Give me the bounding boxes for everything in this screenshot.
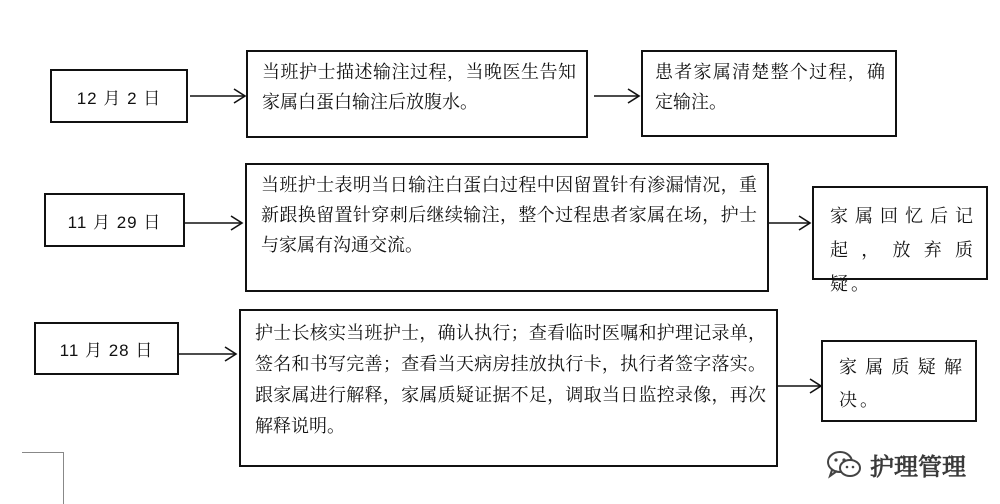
page-corner-mark xyxy=(22,452,64,504)
result-text: 患者家属清楚整个过程，确定输注。 xyxy=(655,62,885,113)
date-label: 11 月 28 日 xyxy=(59,341,154,360)
arrow-icon xyxy=(594,86,642,106)
wechat-icon xyxy=(826,450,862,480)
detail-text: 护士长核实当班护士，确认执行；查看临时医嘱和护理记录单，签名和书写完善；查看当天病房挂放执行卡，执行者签字落实。跟家属进行解释，家属质疑证据不足，调取当日监控录像，再次解释说明。 xyxy=(255,323,766,437)
date-box-row-3 xyxy=(34,322,179,375)
detail-box-row-2 xyxy=(245,163,769,292)
detail-text: 当班护士描述输注过程，当晚医生告知家属白蛋白输注后放腹水。 xyxy=(262,62,576,113)
detail-box-row-3 xyxy=(239,309,778,467)
arrow-icon xyxy=(179,344,239,364)
detail-box-row-1 xyxy=(246,50,588,138)
arrow-icon xyxy=(769,213,813,233)
watermark xyxy=(826,447,966,482)
result-box-row-2 xyxy=(812,186,988,295)
date-label: 12 月 2 日 xyxy=(76,88,162,108)
date-box-row-2 xyxy=(44,193,185,247)
detail-text: 当班护士表明当日输注白蛋白过程中因留置针有渗漏情况，重新跟换留置针穿刺后继续输注，整个过程患者家属在场，护士与家属有沟通交流。 xyxy=(261,175,757,256)
result-text: 家属回忆后记起，放弃质疑。 xyxy=(830,206,976,295)
arrow-icon xyxy=(185,213,245,233)
watermark-text: 护理管理 xyxy=(870,453,966,481)
arrow-icon xyxy=(778,376,824,396)
result-text: 家属质疑解决。 xyxy=(839,357,965,411)
date-label: 11 月 29 日 xyxy=(67,212,162,232)
arrow-icon xyxy=(190,86,248,106)
date-box-row-1 xyxy=(50,69,188,123)
result-box-row-1 xyxy=(641,50,897,137)
result-box-row-3 xyxy=(821,340,977,422)
